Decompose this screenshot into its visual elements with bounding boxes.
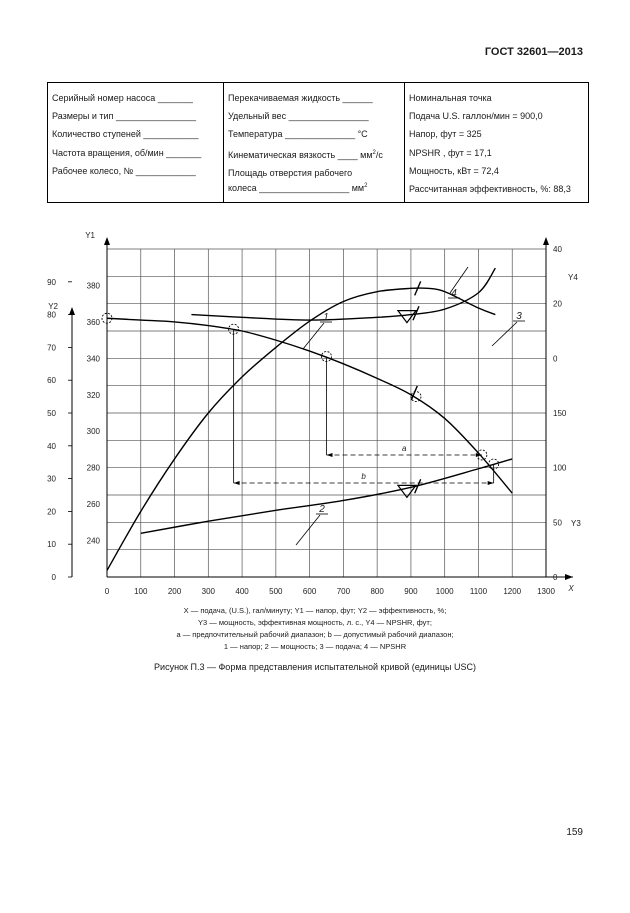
document-header: ГОСТ 32601—2013 xyxy=(484,46,583,58)
y1-axis-label: Y1 xyxy=(85,231,95,240)
x-tick-label: 200 xyxy=(167,587,182,596)
x-tick-label: 0 xyxy=(104,587,110,596)
y4-tick-label: 0 xyxy=(553,354,558,364)
range-b-label: b xyxy=(361,472,366,481)
y2-tick-label: 40 xyxy=(47,441,56,451)
table-cell: Серийный номер насоса _______ xyxy=(52,93,193,103)
y2-tick-label: 90 xyxy=(47,277,56,287)
y1-tick-label: 320 xyxy=(86,390,100,400)
series-label-leader xyxy=(296,515,320,545)
y2-tick-label: 80 xyxy=(47,310,56,320)
series-label: 4 xyxy=(451,288,457,299)
series-label: 1 xyxy=(323,312,329,323)
y4-tick-label: 40 xyxy=(553,245,562,254)
x-tick-label: 700 xyxy=(336,587,351,596)
series-label: 3 xyxy=(516,311,522,322)
page-number: 159 xyxy=(566,827,583,838)
table-cell: Частота вращения, об/мин _______ xyxy=(52,147,202,158)
y2-tick-label: 50 xyxy=(47,409,56,418)
y1-tick-label: 340 xyxy=(86,354,100,364)
table-cell: NPSHR , фут = 17,1 xyxy=(409,147,492,158)
table-cell: Перекачиваемая жидкость ______ xyxy=(228,93,373,103)
y1-tick-label: 260 xyxy=(86,500,100,510)
series-line-3 xyxy=(107,288,495,570)
viscosity-label: Кинематическая вязкость ____ мм xyxy=(228,149,373,160)
y1-axis-arrow xyxy=(104,237,110,245)
y3-tick-label: 0 xyxy=(553,573,558,582)
chart-legend-caption xyxy=(0,605,630,653)
table-cell: Подача U.S. галлон/мин = 900,0 xyxy=(409,111,543,122)
table-cell: Рассчитанная эффективность, %: 88,3 xyxy=(409,184,571,195)
y1-tick-label: 360 xyxy=(86,317,100,327)
range-b-arrow xyxy=(234,481,240,485)
caption-line: 1 — напор; 2 — мощность; 3 — подача; 4 — NPSHR xyxy=(223,642,407,651)
table-cell: Размеры и тип ________________ xyxy=(52,111,197,122)
x-axis-label: X xyxy=(568,584,574,593)
impeller-area-label: колеса __________________ мм xyxy=(228,182,365,193)
series-label: 2 xyxy=(319,504,325,515)
x-axis-arrow xyxy=(565,574,573,580)
y3-tick-label: 100 xyxy=(553,463,567,473)
y3-axis-arrow xyxy=(543,237,549,245)
x-tick-label: 600 xyxy=(302,587,317,596)
x-tick-label: 900 xyxy=(404,587,418,596)
x-tick-label: 300 xyxy=(201,587,215,596)
series-label-leader xyxy=(303,323,324,349)
y1-tick-label: 380 xyxy=(86,281,100,291)
range-a-label: a xyxy=(401,444,407,453)
caption-line: X — подача, (U.S.), гал/минуту; Y1 — напор, фут; Y2 — эффективность, %; xyxy=(183,606,447,615)
y3-axis-label: Y3 xyxy=(571,519,581,528)
x-tick-label: 800 xyxy=(370,587,384,596)
x-tick-label: 1200 xyxy=(503,587,522,596)
table-cell: Удельный вес ________________ xyxy=(228,111,369,122)
table-cell: Мощность, кВт = 72,4 xyxy=(409,165,499,176)
y2-tick-label: 70 xyxy=(47,343,56,353)
caption-line: Y3 — мощность, эффективная мощность, л. с., Y4 — NPSHR, фут; xyxy=(198,618,432,627)
y4-tick-label: 20 xyxy=(553,299,562,309)
y2-axis-label: Y2 xyxy=(48,302,58,311)
y1-tick-label: 240 xyxy=(86,536,100,546)
table-cell: Напор, фут = 325 xyxy=(409,129,482,140)
x-tick-label: 500 xyxy=(269,587,283,596)
x-tick-label: 1300 xyxy=(537,587,555,596)
table-cell: Температура ______________ °С xyxy=(228,129,368,140)
y2-tick-label: 10 xyxy=(47,540,56,550)
figure-caption: Рисунок П.3 — Форма представления испытательной кривой (единицы USC) xyxy=(154,662,476,672)
y2-tick-label: 30 xyxy=(47,474,56,484)
y2-tick-label: 20 xyxy=(47,507,56,517)
table-cell: Рабочее колесо, № ____________ xyxy=(52,165,196,176)
y1-tick-label: 280 xyxy=(86,463,100,473)
range-b-arrow xyxy=(488,481,494,485)
y3-tick-label: 150 xyxy=(553,409,567,418)
x-tick-label: 1000 xyxy=(435,587,454,596)
viscosity-unit: /с xyxy=(375,149,383,160)
y1-tick-label: 300 xyxy=(86,427,100,437)
rated-point-marker xyxy=(398,311,416,323)
caption-line: a — предпочтительный рабочий диапазон; b — допустимый рабочий диапазон; xyxy=(176,630,454,639)
y2-axis-arrow xyxy=(69,307,75,315)
y3-tick-label: 50 xyxy=(553,518,562,528)
table-cell: Номинальная точка xyxy=(409,93,492,103)
table-cell: Площадь отверстия рабочего xyxy=(228,167,353,178)
y2-tick-label: 60 xyxy=(47,376,56,386)
table-cell: Количество ступеней ___________ xyxy=(52,129,199,140)
x-tick-label: 400 xyxy=(235,587,249,596)
superscript: 2 xyxy=(364,182,368,189)
series-label-leader xyxy=(492,322,517,346)
superscript: 2 xyxy=(372,149,376,156)
x-tick-label: 1100 xyxy=(469,587,488,596)
x-tick-label: 100 xyxy=(134,587,148,596)
y2-tick-label: 0 xyxy=(51,573,56,582)
y4-axis-label: Y4 xyxy=(568,273,578,282)
range-a-arrow xyxy=(327,453,333,457)
